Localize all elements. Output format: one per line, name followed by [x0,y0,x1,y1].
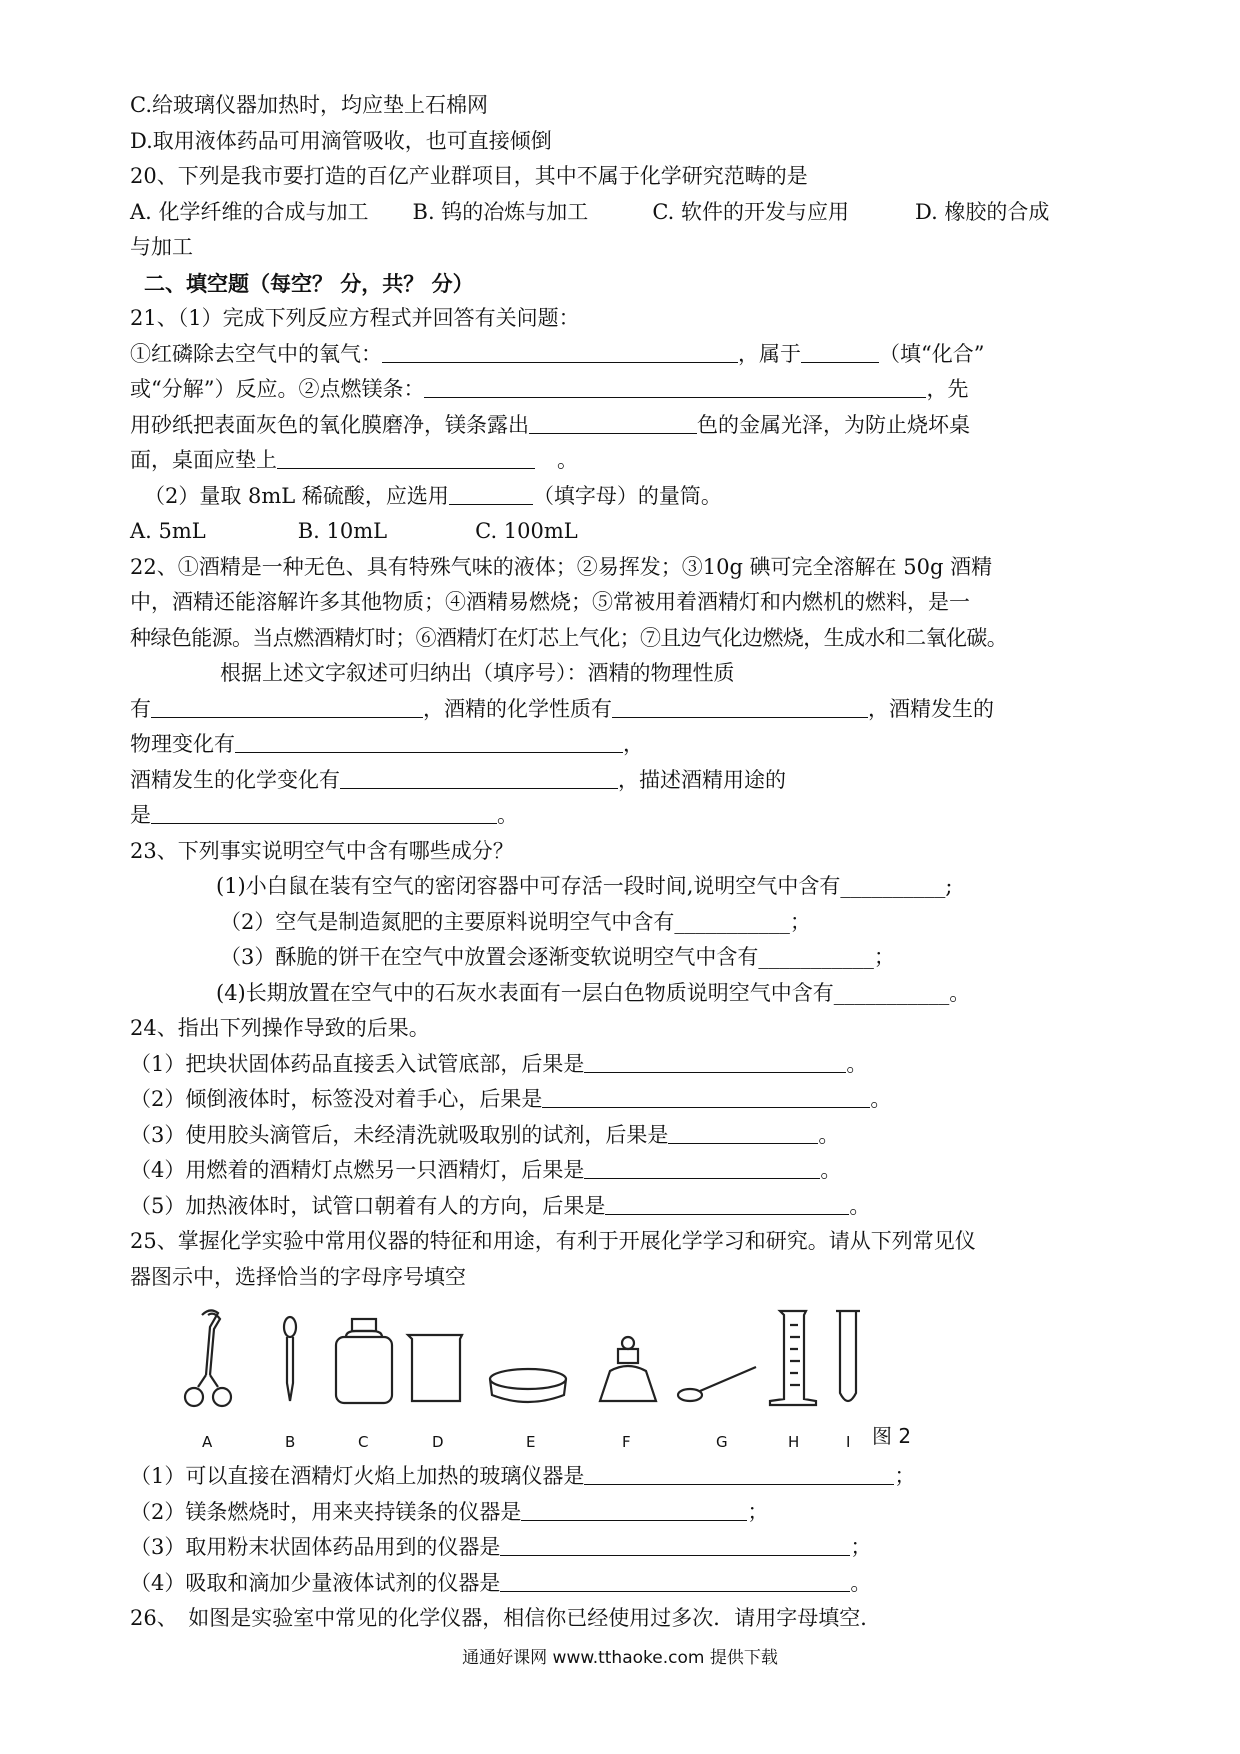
question-24: 24、指出下列操作导致的后果。 [130,1016,430,1040]
q22-text: 是 [130,803,151,827]
q21-text: 色的金属光泽，为防止烧坏桌 [697,412,970,437]
q20-option-b: B. 钨的冶炼与加工 [412,199,589,224]
q21-text: 用砂纸把表面灰色的氧化膜磨净，镁条露出 [130,412,529,437]
q21-text: 。 [557,448,578,472]
lab-instruments-figure [130,1305,1130,1455]
q22-text: 有 [130,696,151,721]
q23-part-2: （2）空气是制造氮肥的主要原料说明空气中含有___________； [220,909,811,934]
section-2-heading: 二、填空题（每空？ 分，共？ 分） [144,270,474,296]
answer-blank[interactable] [584,1154,820,1179]
q22-line-8 [130,798,1130,834]
figure-label: G [716,1433,728,1451]
q23-part-4: (4)长期放置在空气中的石灰水表面有一层白色物质说明空气中含有___________。 [216,980,971,1005]
exam-page [130,88,1130,1637]
question-26: 26、 如图是实验室中常见的化学仪器，相信你已经使用过多次．请用字母填空． [130,1606,882,1630]
figure-labels [170,1425,1070,1455]
figure-label: A [202,1433,213,1451]
q21-text: （2）量取 8mL 稀硫酸，应选用 [144,483,449,508]
q22-line-1: 22、①酒精是一种无色、具有特殊气味的液体；②易挥发；③10g 碘可完全溶解在 50g 酒精 [130,554,993,579]
q24-part-1 [130,1047,1130,1083]
evaporating-dish-icon [490,1369,566,1402]
answer-blank[interactable] [584,1048,846,1073]
alcohol-lamp-icon [600,1337,656,1401]
answer-blank[interactable] [340,764,618,789]
q25-part-3 [130,1530,1130,1566]
figure-label: D [432,1433,444,1451]
question-21: 21、（1）完成下列反应方程式并回答有关问题： [130,306,580,330]
q20-option-d: D. 橡胶的合成 [914,199,1050,224]
q24-part-4 [130,1153,1130,1189]
q21-option-a: A. 5mL [130,519,206,543]
q25-text: ； [747,1499,769,1524]
q24-text: （1）把块状固体药品直接丢入试管底部，后果是 [130,1051,585,1076]
wide-mouth-bottle-icon [336,1319,392,1403]
q25-text: （4）吸取和滴加少量液体试剂的仪器是 [130,1570,501,1595]
answer-blank[interactable] [801,338,879,363]
crucible-tongs-icon [185,1310,231,1406]
page-footer: 通通好课网 www.tthaoke.com 提供下载 [462,1648,778,1668]
q21-text: （填字母）的量筒。 [532,483,722,508]
q21-line-1 [130,337,1130,373]
q25-part-4 [130,1566,1130,1602]
q22-line-2: 中，酒精还能溶解许多其他物质；④酒精易燃烧；⑤常被用着酒精灯和内燃机的燃料，是一 [130,590,970,614]
q22-line-6 [130,727,1130,763]
q24-text: 。 [870,1087,892,1111]
q24-text: （5）加热液体时，试管口朝着有人的方向，后果是 [130,1193,606,1218]
figure-caption: 图 2 [872,1424,912,1448]
q24-text: 。 [846,1051,868,1076]
q22-text: 物理变化有 [130,732,235,756]
q23-part-1: (1)小白鼠在装有空气的密闭容器中可存活一段时间,说明空气中含有__________; [216,874,953,898]
q21-option-b: B. 10mL [297,519,388,543]
q21-option-c: C. 100mL [475,519,578,543]
q20-option-c: C. 软件的开发与应用 [652,199,849,224]
answer-blank[interactable] [500,1567,850,1592]
answer-blank[interactable] [542,1083,870,1108]
answer-blank[interactable] [235,728,623,753]
q25-part-2 [130,1495,1130,1531]
q21-text: ①红磷除去空气中的氧气： [130,341,382,366]
q25-text: ； [850,1535,872,1559]
q21-text: ，先 [926,377,969,401]
figure-label: F [622,1433,631,1451]
answer-blank[interactable] [382,338,738,363]
q24-text: （4）用燃着的酒精灯点燃另一只酒精灯，后果是 [130,1158,585,1182]
q21-line-3 [130,408,1130,444]
q23-part-3: （3）酥脆的饼干在空气中放置会逐渐变软说明空气中含有___________； [220,945,895,969]
beaker-icon [408,1335,462,1401]
answer-blank[interactable] [521,1496,747,1521]
instrument-drawings [170,1305,1070,1425]
option-c: C.给玻璃仪器加热时，均应垫上石棉网 [130,93,488,117]
q24-part-5 [130,1189,1130,1225]
figure-label: E [526,1433,536,1451]
test-tube-icon [836,1311,860,1401]
q24-part-3 [130,1118,1130,1154]
answer-blank[interactable] [605,1190,849,1215]
q25-part-1 [130,1459,1130,1495]
q25-text: （2）镁条燃烧时，用来夹持镁条的仪器是 [130,1499,522,1524]
q24-text: （3）使用胶头滴管后，未经清洗就吸取别的试剂，后果是 [130,1122,669,1147]
q24-text: 。 [849,1193,871,1218]
question-20: 20、下列是我市要打造的百亿产业群项目，其中不属于化学研究范畴的是 [130,164,808,188]
figure-label: I [846,1433,851,1451]
answer-blank[interactable] [612,693,868,718]
answer-blank[interactable] [277,444,535,469]
q25-line-2: 器图示中，选择恰当的字母序号填空 [130,1264,466,1289]
q25-line-1: 25、掌握化学实验中常用仪器的特征和用途，有利于开展化学学习和研究。请从下列常见仪 [130,1229,976,1253]
q20-option-d-cont: 与加工 [130,235,193,259]
question-23: 23、下列事实说明空气中含有哪些成分？ [130,838,514,863]
q21-line-4 [130,443,1130,479]
q21-line-2 [130,372,1130,408]
answer-blank[interactable] [584,1460,894,1485]
q20-option-a: A. 化学纤维的合成与加工 [130,199,369,224]
q22-line-4: 根据上述文字叙述可归纳出（填序号）：酒精的物理性质 [220,661,735,685]
option-d: D.取用液体药品可用滴管吸收，也可直接倾倒 [130,128,552,153]
figure-label: H [788,1433,800,1451]
q25-text: （1）可以直接在酒精灯火焰上加热的玻璃仪器是 [130,1464,585,1488]
q24-text: 。 [820,1158,842,1182]
q21-text: 面，桌面应垫上 [130,448,277,472]
dropper-icon [284,1317,296,1401]
answer-blank[interactable] [500,1531,850,1556]
q21-options [130,514,1130,550]
q22-text: ，酒精的化学性质有 [423,696,612,721]
q25-text: 。 [850,1570,872,1595]
q21-part-2 [130,479,1130,515]
question-20-options [130,195,1130,231]
q22-line-7 [130,763,1130,799]
q21-text: 或“分解”）反应。②点燃镁条： [130,377,425,401]
answer-blank[interactable] [424,373,926,398]
q22-text: ，酒精发生的 [868,696,994,721]
answer-blank[interactable] [529,409,697,434]
q24-part-2 [130,1082,1130,1118]
q24-text: （2）倾倒液体时，标签没对着手心，后果是 [130,1087,543,1111]
q22-line-5 [130,692,1130,728]
q22-line-3: 种绿色能源。当点燃酒精灯时；⑥酒精灯在灯芯上气化；⑦且边气化边燃烧，生成水和二氧化碳。 [130,625,1008,650]
figure-label: C [358,1433,369,1451]
answer-blank[interactable] [449,480,533,505]
q22-text: 。 [497,803,518,827]
q21-text: （填“化合” [879,341,985,366]
q21-text: ，属于 [738,341,801,366]
answer-blank[interactable] [151,693,423,718]
figure-label: B [285,1433,296,1451]
q22-text: 酒精发生的化学变化有 [130,767,340,792]
q22-text: ，描述酒精用途的 [618,767,786,792]
answer-blank[interactable] [151,799,497,824]
q22-text: ， [623,732,644,756]
q25-text: ； [894,1464,916,1488]
q24-text: 。 [818,1122,840,1147]
q25-text: （3）取用粉末状固体药品用到的仪器是 [130,1535,501,1559]
answer-blank[interactable] [668,1119,818,1144]
medicine-spoon-icon [678,1367,756,1401]
graduated-cylinder-icon [770,1311,816,1405]
